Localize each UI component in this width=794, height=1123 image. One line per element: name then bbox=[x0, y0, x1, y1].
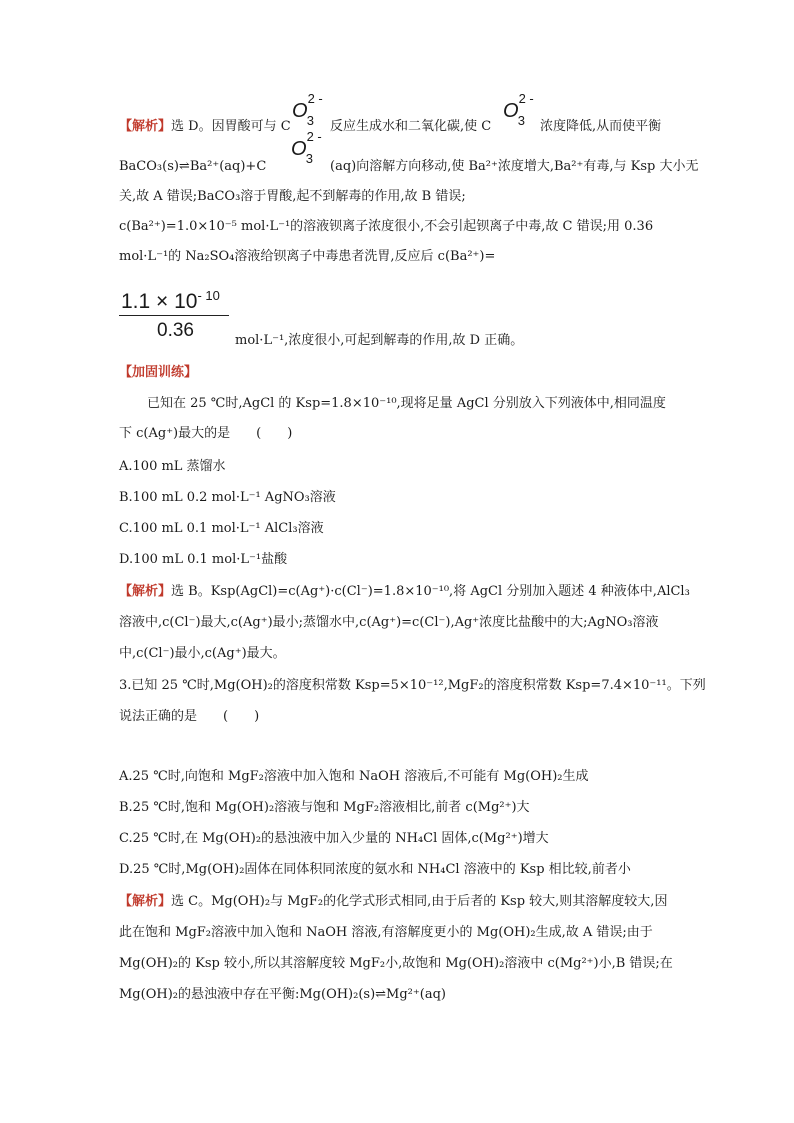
text-segment: (aq)向溶解方向移动,使 Ba²⁺浓度增大,Ba²⁺有毒,与 Ksp 大小无 bbox=[330, 159, 699, 174]
answer3-line-2: 此在饱和 MgF₂溶液中加入饱和 NaOH 溶液,有溶解度更小的 Mg(OH)₂生成,故 A 错误;由于 bbox=[119, 925, 653, 940]
fraction-bar bbox=[119, 315, 229, 316]
analysis-line-1 bbox=[119, 118, 291, 136]
option-c: C.25 ℃时,在 Mg(OH)₂的悬浊液中加入少量的 NH₄Cl 固体,c(Mg²⁺)增大 bbox=[119, 831, 549, 846]
answer-line-3: 中,c(Cl⁻)最小,c(Ag⁺)最大。 bbox=[119, 646, 286, 661]
carbonate-formula-1: $O^{2 -}_3$ bbox=[292, 91, 323, 128]
option-c: C.100 mL 0.1 mol·L⁻¹ AlCl₃溶液 bbox=[119, 521, 324, 536]
analysis-line-6: mol·L⁻¹,浓度很小,可起到解毒的作用,故 D 正确。 bbox=[235, 333, 524, 348]
text-segment: 浓度降低,从而使平衡 bbox=[540, 119, 662, 134]
question3-line-2: 说法正确的是 ( ) bbox=[119, 709, 260, 724]
question-line-2: 下 c(Ag⁺)最大的是 ( ) bbox=[119, 426, 293, 441]
option-b: B.100 mL 0.2 mol·L⁻¹ AgNO₃溶液 bbox=[119, 490, 336, 505]
reinforce-tag: 【加固训练】 bbox=[119, 365, 198, 380]
fraction-denominator: 0.36 bbox=[157, 320, 194, 341]
question3-line-1: 3.已知 25 ℃时,Mg(OH)₂的溶度积常数 Ksp=5×10⁻¹²,MgF₂的溶度积常数 Ksp=7.4×10⁻¹¹。下列 bbox=[119, 678, 706, 693]
answer3-line-4: Mg(OH)₂的悬浊液中存在平衡:Mg(OH)₂(s)⇌Mg²⁺(aq) bbox=[119, 987, 446, 1002]
option-d: D.100 mL 0.1 mol·L⁻¹盐酸 bbox=[119, 552, 288, 567]
analysis-tag: 【解析】 bbox=[119, 119, 172, 134]
answer3-line-3: Mg(OH)₂的 Ksp 较小,所以其溶解度较 MgF₂小,故饱和 Mg(OH)₂溶液中 c(Mg²⁺)小,B 错误;在 bbox=[119, 956, 673, 971]
answer-line-2: 溶液中,c(Cl⁻)最大,c(Ag⁺)最小;蒸馏水中,c(Ag⁺)=c(Cl⁻),Ag⁺浓度比盐酸中的大;AgNO₃溶液 bbox=[119, 615, 659, 630]
analysis-tag: 【解析】 bbox=[119, 584, 172, 599]
option-a: A.25 ℃时,向饱和 MgF₂溶液中加入饱和 NaOH 溶液后,不可能有 Mg(OH)₂生成 bbox=[119, 769, 589, 784]
text-segment: 反应生成水和二氧化碳,使 C bbox=[330, 119, 492, 134]
carbonate-formula-2: $O^{2 -}_3$ bbox=[503, 91, 534, 128]
analysis-line-4: c(Ba²⁺)=1.0×10⁻⁵ mol·L⁻¹的溶液钡离子浓度很小,不会引起钡离子中毒,故 C 错误;用 0.36 bbox=[119, 219, 654, 234]
option-a: A.100 mL 蒸馏水 bbox=[119, 459, 226, 474]
analysis-tag: 【解析】 bbox=[119, 894, 172, 909]
analysis-line-2: BaCO₃(s)⇌Ba²⁺(aq)+C bbox=[119, 159, 267, 174]
answer3-line-1 bbox=[119, 893, 667, 911]
text-segment: 选 B。Ksp(AgCl)=c(Ag⁺)·c(Cl⁻)=1.8×10⁻¹⁰,将 AgCl 分别加入题述 4 种液体中,AlCl₃ bbox=[171, 584, 690, 599]
option-d: D.25 ℃时,Mg(OH)₂固体在同体积同浓度的氨水和 NH₄Cl 溶液中的 Ksp 相比较,前者小 bbox=[119, 862, 631, 877]
question-line-1: 已知在 25 ℃时,AgCl 的 Ksp=1.8×10⁻¹⁰,现将足量 AgCl 分别放入下列液体中,相同温度 bbox=[147, 396, 666, 411]
analysis-line-3: 关,故 A 错误;BaCO₃溶于胃酸,起不到解毒的作用,故 B 错误; bbox=[119, 189, 466, 204]
answer-line-1 bbox=[119, 583, 690, 601]
text-segment: 选 C。Mg(OH)₂与 MgF₂的化学式形式相同,由于后者的 Ksp 较大,则其溶解度较大,因 bbox=[171, 894, 668, 909]
carbonate-formula-3: $O^{2 -}_3$ bbox=[291, 129, 322, 166]
text-segment: 选 D。因胃酸可与 C bbox=[171, 119, 291, 134]
fraction-numerator: $1.1 \times 10^{- 10}$ bbox=[121, 288, 220, 313]
option-b: B.25 ℃时,饱和 Mg(OH)₂溶液与饱和 MgF₂溶液相比,前者 c(Mg²⁺)大 bbox=[119, 800, 530, 815]
analysis-line-5: mol·L⁻¹的 Na₂SO₄溶液给钡离子中毒患者洗胃,反应后 c(Ba²⁺)= bbox=[119, 249, 496, 264]
